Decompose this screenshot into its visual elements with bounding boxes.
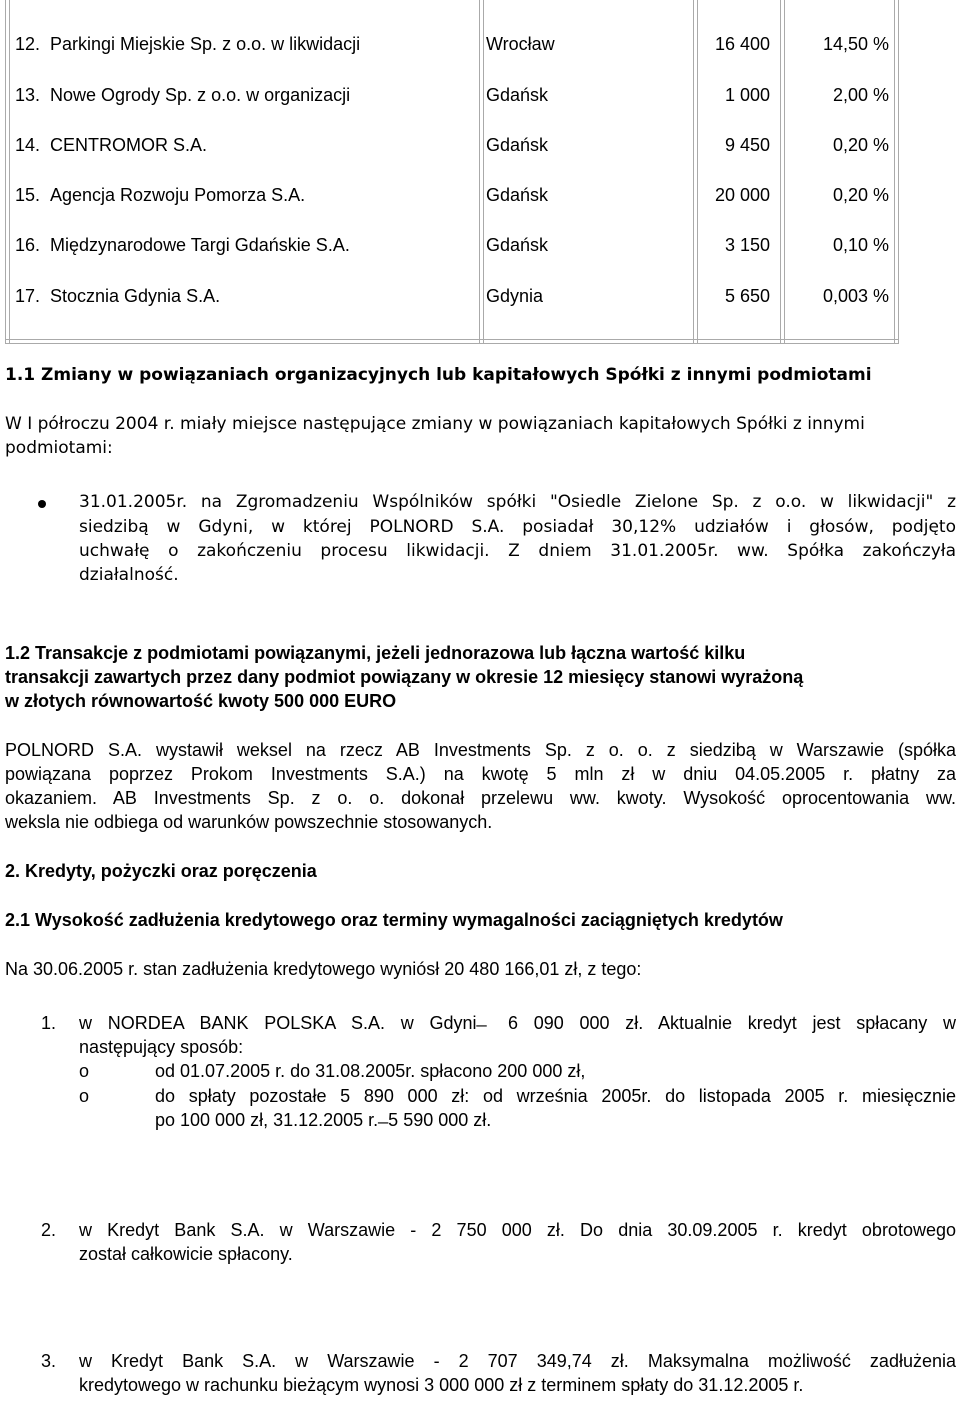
table-cell-city: Gdańsk: [486, 85, 549, 105]
table-cell-city: Gdańsk: [486, 235, 549, 255]
table-cell-city: Gdynia: [486, 286, 544, 306]
item-1-line-2: następujący sposób:: [79, 1037, 244, 1057]
credit-intro: Na 30.06.2005 r. stan zadłużenia kredytowego wyniósł 20 480 166,01 zł, z tego:: [5, 959, 642, 979]
table-cell-percent: 0,20 %: [832, 185, 889, 205]
sub-bullet-marker: o: [79, 1061, 90, 1081]
table-cell-number: 15.: [15, 185, 41, 205]
table-cell-number: 14.: [15, 135, 41, 155]
table-cell-amount: 3 150: [724, 235, 770, 255]
section-2-heading: 2. Kredyty, pożyczki oraz poręczenia: [5, 861, 317, 881]
item-1-sub-1: od 01.07.2005 r. do 31.08.2005r. spłacono 200 000 zł,: [155, 1061, 586, 1081]
section-2-1-heading: 2.1 Wysokość zadłużenia kredytowego oraz terminy wymagalności zaciągniętych kredytów: [5, 910, 783, 930]
bullet-line-4: działalność.: [79, 565, 179, 585]
section-1-1-intro-line-1: W I półroczu 2004 r. miały miejsce następujące zmiany w powiązaniach kapitałowych Spółki z innymi: [5, 414, 865, 434]
bullet-dot-icon: [38, 500, 46, 508]
section-1-2-heading-line-3: w złotych równowartość kwoty 500 000 EURO: [5, 691, 397, 711]
table-cell-percent: 2,00 %: [832, 85, 889, 105]
item-3-line-2: kredytowego w rachunku bieżącym wynosi 3 000 000 zł z terminem spłaty do 31.12.2005 r.: [79, 1375, 804, 1395]
section-1-2-heading-line-1: 1.2 Transakcje z podmiotami powiązanymi, jeżeli jednorazowa lub łączna wartość kilku: [5, 643, 746, 663]
table-cell-amount: 5 650: [724, 286, 770, 306]
table-cell-percent: 0,20 %: [832, 135, 889, 155]
item-3-line-1: w Kredyt Bank S.A. w Warszawie - 2 707 349,74 zł. Maksymalna możliwość zadłużenia: [79, 1351, 956, 1371]
section-1-1-intro-line-2: podmiotami:: [5, 438, 113, 458]
item-2-line-1: w Kredyt Bank S.A. w Warszawie - 2 750 000 zł. Do dnia 30.09.2005 r. kredyt obrotowego: [79, 1220, 956, 1240]
table-cell-number: 16.: [15, 235, 41, 255]
table-cell-company: Parkingi Miejskie Sp. z o.o. w likwidacji: [50, 34, 361, 54]
section-1-2-para-line-4: weksla nie odbiega od warunków powszechnie stosowanych.: [5, 812, 493, 832]
bullet-line-3: uchwałę o zakończeniu procesu likwidacji. Z dniem 31.01.2005r. ww. Spółka zakończyła: [79, 541, 956, 561]
section-1-2-para-line-3: okazaniem. AB Investments Sp. z o. o. dokonał przelewu ww. kwoty. Wysokość oprocentowania ww.: [5, 788, 956, 808]
section-1-1-heading: 1.1 Zmiany w powiązaniach organizacyjnych lub kapitałowych Spółki z innymi podmiotami: [5, 365, 872, 385]
table-cell-company: Stocznia Gdynia S.A.: [50, 286, 221, 306]
table-cell-percent: 0,003 %: [822, 286, 889, 306]
table-cell-number: 12.: [15, 34, 41, 54]
table-cell-city: Wrocław: [486, 34, 555, 54]
table-cell-amount: 16 400: [714, 34, 770, 54]
item-1-sub-2-line-2: po 100 000 zł, 31.12.2005 r. ̶ 5 590 000 zł.: [155, 1110, 492, 1130]
bullet-line-1: 31.01.2005r. na Zgromadzeniu Wspólników spółki "Osiedle Zielone Sp. z o.o. w likwidacji" z: [79, 492, 956, 512]
table-cell-amount: 1 000: [724, 85, 770, 105]
table-cell-number: 13.: [15, 85, 41, 105]
table-cell-number: 17.: [15, 286, 41, 306]
table-cell-amount: 9 450: [724, 135, 770, 155]
table-cell-amount: 20 000: [714, 185, 770, 205]
table-cell-company: CENTROMOR S.A.: [50, 135, 208, 155]
table-cell-city: Gdańsk: [486, 185, 549, 205]
item-1-sub-2-line-1: do spłaty pozostałe 5 890 000 zł: od września 2005r. do listopada 2005 r. miesięcznie: [155, 1086, 956, 1106]
item-3-number: 3.: [41, 1351, 57, 1371]
bullet-line-2: siedzibą w Gdyni, w której POLNORD S.A. posiadał 30,12% udziałów i głosów, podjęto: [79, 517, 956, 537]
section-1-2-para-line-2: powiązana poprzez Prokom Investments S.A.) na kwotę 5 mln zł w dniu 04.05.2005 r. płatny za: [5, 764, 956, 784]
item-2-number: 2.: [41, 1220, 57, 1240]
item-1-line-1: w NORDEA BANK POLSKA S.A. w Gdyni ̶ 6 090 000 zł. Aktualnie kredyt jest spłacany w: [79, 1013, 956, 1033]
table-cell-percent: 0,10 %: [832, 235, 889, 255]
table-cell-company: Nowe Ogrody Sp. z o.o. w organizacji: [50, 85, 351, 105]
table-cell-company: Międzynarodowe Targi Gdańskie S.A.: [50, 235, 350, 255]
section-1-2-heading-line-2: transakcji zawartych przez dany podmiot powiązany w okresie 12 miesięcy stanowi wyrażoną: [5, 667, 804, 687]
item-2-line-2: został całkowicie spłacony.: [79, 1244, 293, 1264]
table-cell-company: Agencja Rozwoju Pomorza S.A.: [50, 185, 306, 205]
table-cell-city: Gdańsk: [486, 135, 549, 155]
table-cell-percent: 14,50 %: [822, 34, 889, 54]
sub-bullet-marker: o: [79, 1086, 90, 1106]
section-1-2-para-line-1: POLNORD S.A. wystawił weksel na rzecz AB Investments Sp. z o. o. z siedzibą w Warszawie (spółka: [5, 740, 956, 760]
item-1-number: 1.: [41, 1013, 57, 1033]
